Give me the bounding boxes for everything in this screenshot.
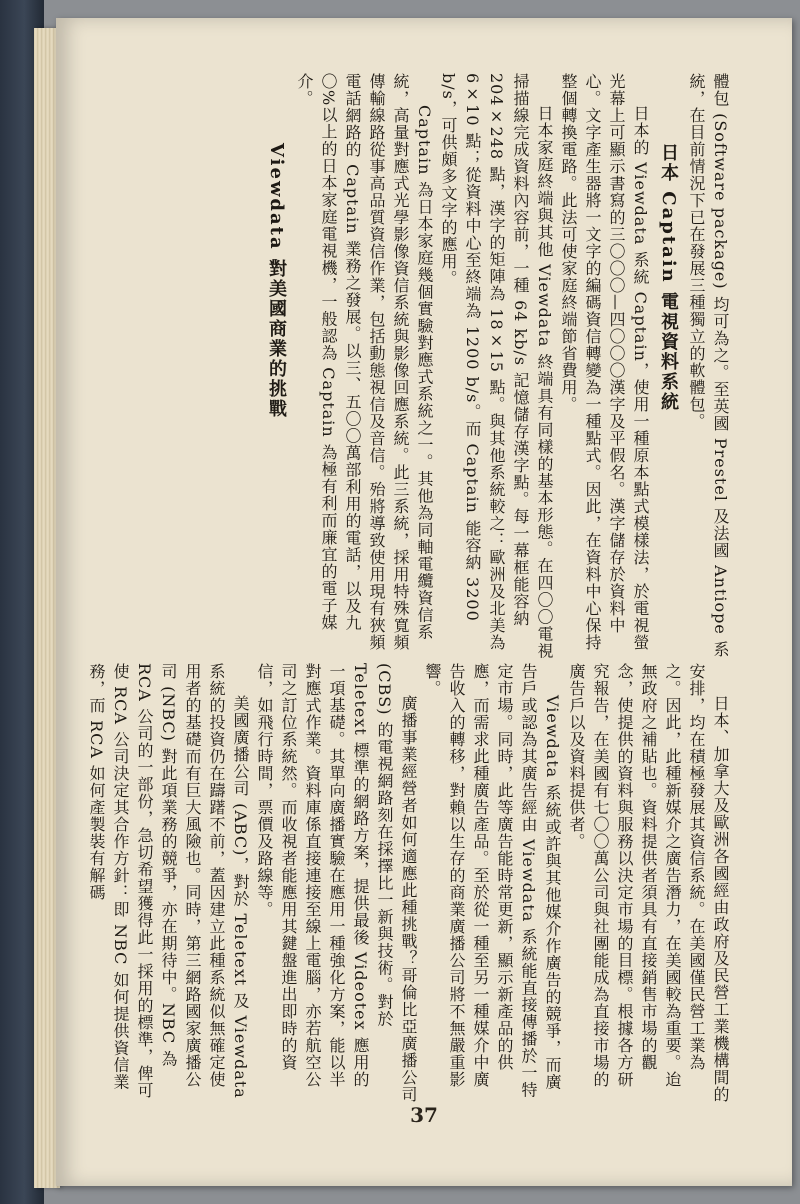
paragraph: 日本家庭終端與其他 Viewdata 終端具有同樣的基本形態。在四〇〇電視掃描線完成資料內容前，一種 64 kb/s 記憶儲存漢字點。每一幕框能容納 204×248 點，漢字的矩陣為 18×15 點。與其他系統較之：歐洲及北美為 6×10 點；從資料中心至終端為 1200 b/s。而 Captain 能容納 3200 b/s，可供頗多文字的應用。 bbox=[439, 73, 554, 660]
paragraph-continuation: 體包 (Software package) 均可為之。至英國 Prestel 及法國 Antiope 系統，在目前情況下已在發展三種獨立的軟體包。 bbox=[687, 73, 730, 658]
paragraph: 日本、加拿大及歐洲各國經由政府及民營工業機構間的安排，均在積極發展其資信系統。在美國僅民營工業為之。因此，此種新媒介之廣告潛力，在美國較為重要。迨無政府之補貼也。資料提供者須具有直接銷售市場的觀念，使提供的資料與服務以決定市場的目標。根據各方研究報告，在美國有七〇〇萬公司與社團能成為直接市場的廣告戶以及資料提供者。 bbox=[567, 663, 730, 1103]
paragraph: 美國廣播公司 (ABC)，對於 Teletext 及 Viewdata 系統的投資仍在躊躇不前，蓋因建立此種系統似無確定使用者的基礎而有巨大風險也。同時，第三網路國家廣播公司 (NBC) 對此項業務的競爭，亦在期待中。NBC 為 RCA 公司的一部份，急切希望獲得此一採用的標準，俾可使 RCA 公司決定其合作方針：即 NBC 如何提供資信業務，而 RCA 如何產製裝有解碼 bbox=[87, 663, 250, 1099]
paragraph: Viewdata 系統或許與其他媒介作廣告的競爭，而廣告戶或認為其廣告經由 Viewdata 系統能直接傳播於一特定市場。同時，此等廣告能時常更新，顯示新產品的供應，而需求此種廣告產品。至於從一種至另一種媒介中廣告收入的轉移，對賴以生存的商業廣播公司將不無嚴重影響。 bbox=[423, 663, 562, 1099]
bottom-text-block bbox=[87, 663, 732, 1103]
section-heading-viewdata-challenge: Viewdata 對美國商業的挑戰 bbox=[266, 143, 287, 419]
book-page bbox=[56, 18, 792, 1186]
page-number: 37 bbox=[410, 1103, 438, 1127]
section-heading-captain: 日本 Captain 電視資料系統 bbox=[658, 143, 679, 413]
paragraph: 廣播事業經營者如何適應此種挑戰？哥倫比亞廣播公司 (CBS) 的電視網路刻在採擇比一新與技術。對於 Teletext 標準的網路方案，提供最後 Videotex 應用的一項基礎。其單向廣播實驗在應用一種強化方案，能以半對應式作業。資料庫係直接連接至線上電腦，亦若航空公司之訂位系統然。而收視者能應用其鍵盤進出即時的資信，如飛行時間，票價及路線等。 bbox=[255, 663, 418, 1103]
paragraph: 日本的 Viewdata 系統 Captain，使用一種原本點式模樣法，於電視螢光幕上可顯示書寫的三〇〇〇—四〇〇〇漢字及平假名。漢字儲存於資料中心。文字產生器將一文字的編碼資信轉變為一種點式。因此，在資料中心保持整個轉換電路。此法可使家庭終端節省費用。 bbox=[559, 73, 650, 651]
top-text-block bbox=[92, 73, 732, 663]
paragraph: Captain 為日本家庭幾個實驗對應式系統之一。其他為同軸電纜資信系統，高量對應式光學影像資信系統與影像回應系統。此三系統，採用特殊寬頻傳輸線路從事高品質資信作業，包括動態視信及音信。殆將導致使用現有狹頻電話網路的 Captain 業務之發展。以三、五〇〇萬部利用的電話，以及九〇%以上的日本家庭電視機，一般認為 Captain 為極有利而廉宜的電子媒介。 bbox=[295, 73, 434, 651]
